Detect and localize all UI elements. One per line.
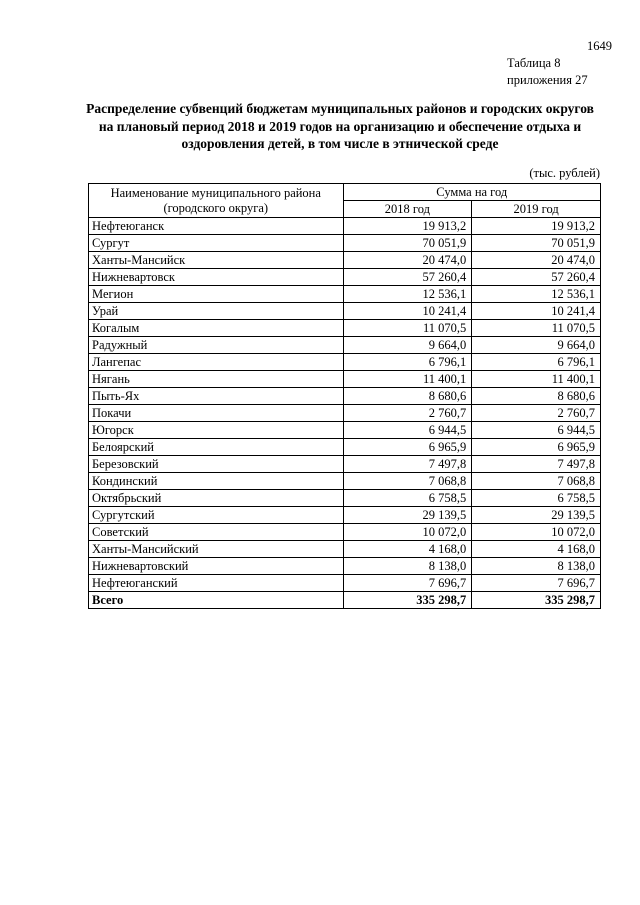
amount-2018-cell: 4 168,0: [343, 541, 472, 558]
table-header-row: [89, 184, 601, 201]
table-row: [89, 473, 601, 490]
amount-2018-cell: 6 965,9: [343, 439, 472, 456]
municipality-name-cell: Нижневартовский: [89, 558, 344, 575]
amount-2018-cell: 7 696,7: [343, 575, 472, 592]
table-row: [89, 456, 601, 473]
amount-2019-cell: 2 760,7: [472, 405, 601, 422]
municipality-name-cell: Когалым: [89, 320, 344, 337]
table-row: [89, 507, 601, 524]
document-header: [507, 38, 612, 89]
municipality-name-cell: Октябрьский: [89, 490, 344, 507]
amount-2018-cell: 10 072,0: [343, 524, 472, 541]
amount-2018-cell: 10 241,4: [343, 303, 472, 320]
amount-2018-cell: 20 474,0: [343, 252, 472, 269]
municipality-name-cell: Сургутский: [89, 507, 344, 524]
column-header-2018: 2018 год: [343, 201, 472, 218]
municipality-name-cell: Мегион: [89, 286, 344, 303]
table-row: [89, 320, 601, 337]
municipality-name-cell: Березовский: [89, 456, 344, 473]
municipality-name-cell: Нягань: [89, 371, 344, 388]
table-row: [89, 337, 601, 354]
amount-2018-cell: 29 139,5: [343, 507, 472, 524]
amount-2019-cell: 6 965,9: [472, 439, 601, 456]
page-number: 1649: [587, 39, 612, 53]
amount-2019-cell: 9 664,0: [472, 337, 601, 354]
amount-2019-cell: 11 070,5: [472, 320, 601, 337]
amount-2018-cell: 6 944,5: [343, 422, 472, 439]
amount-2019-cell: 57 260,4: [472, 269, 601, 286]
column-header-2019: 2019 год: [472, 201, 601, 218]
table-row: [89, 388, 601, 405]
amount-2019-cell: 7 497,8: [472, 456, 601, 473]
amount-2019-cell: 10 241,4: [472, 303, 601, 320]
amount-2019-cell: 29 139,5: [472, 507, 601, 524]
amount-2019-cell: 6 758,5: [472, 490, 601, 507]
amount-2019-cell: 6 944,5: [472, 422, 601, 439]
table-body: [89, 218, 601, 609]
amount-2018-cell: 7 068,8: [343, 473, 472, 490]
table-row: [89, 269, 601, 286]
amount-2018-cell: 8 680,6: [343, 388, 472, 405]
amount-2019-cell: 70 051,9: [472, 235, 601, 252]
table-row: [89, 235, 601, 252]
amount-2019-cell: 10 072,0: [472, 524, 601, 541]
amount-2019-cell: 19 913,2: [472, 218, 601, 235]
municipality-name-cell: Кондинский: [89, 473, 344, 490]
table-row: [89, 218, 601, 235]
table-row: [89, 354, 601, 371]
amount-2019-cell: 7 068,8: [472, 473, 601, 490]
amount-2018-cell: 6 758,5: [343, 490, 472, 507]
municipality-name-cell: Югорск: [89, 422, 344, 439]
amount-2019-cell: 8 138,0: [472, 558, 601, 575]
amount-2018-cell: 11 070,5: [343, 320, 472, 337]
table-row: [89, 490, 601, 507]
amount-2018-cell: 70 051,9: [343, 235, 472, 252]
amount-2019-cell: 11 400,1: [472, 371, 601, 388]
amount-2019-cell: 4 168,0: [472, 541, 601, 558]
table-row: [89, 524, 601, 541]
table-total-row: [89, 592, 601, 609]
municipality-name-cell: Радужный: [89, 337, 344, 354]
table-row: [89, 286, 601, 303]
municipality-name-cell: Пыть-Ях: [89, 388, 344, 405]
municipality-name-cell: Лангепас: [89, 354, 344, 371]
table-label: Таблица 8: [507, 56, 561, 70]
municipality-name-cell: Нижневартовск: [89, 269, 344, 286]
amount-2018-cell: 8 138,0: [343, 558, 472, 575]
amount-2019-cell: 6 796,1: [472, 354, 601, 371]
municipality-name-cell: Советский: [89, 524, 344, 541]
amount-2018-cell: 57 260,4: [343, 269, 472, 286]
amount-2019-cell: 8 680,6: [472, 388, 601, 405]
amount-2018-cell: 9 664,0: [343, 337, 472, 354]
amount-2019-cell: 12 536,1: [472, 286, 601, 303]
municipality-name-cell: Покачи: [89, 405, 344, 422]
amount-2018-cell: 12 536,1: [343, 286, 472, 303]
units-label: (тыс. рублей): [529, 166, 600, 180]
table-row: [89, 405, 601, 422]
municipality-name-cell: Ханты-Мансийский: [89, 541, 344, 558]
amount-2019-cell: 20 474,0: [472, 252, 601, 269]
amount-2019-cell: 335 298,7: [472, 592, 601, 609]
municipality-name-cell: Белоярский: [89, 439, 344, 456]
amount-2018-cell: 2 760,7: [343, 405, 472, 422]
table-row: [89, 575, 601, 592]
table-row: [89, 558, 601, 575]
municipality-name-cell: Ханты-Мансийск: [89, 252, 344, 269]
municipality-name-cell: Всего: [89, 592, 344, 609]
table-row: [89, 303, 601, 320]
amount-2019-cell: 7 696,7: [472, 575, 601, 592]
table-row: [89, 541, 601, 558]
amount-2018-cell: 335 298,7: [343, 592, 472, 609]
column-header-sum: Сумма на год: [343, 184, 600, 201]
table-row: [89, 252, 601, 269]
amount-2018-cell: 11 400,1: [343, 371, 472, 388]
column-header-name: Наименование муниципального района (городского округа): [89, 184, 344, 218]
table-row: [89, 439, 601, 456]
amount-2018-cell: 6 796,1: [343, 354, 472, 371]
amount-2018-cell: 19 913,2: [343, 218, 472, 235]
amount-2018-cell: 7 497,8: [343, 456, 472, 473]
municipality-name-cell: Урай: [89, 303, 344, 320]
appendix-label: приложения 27: [507, 73, 588, 87]
municipality-name-cell: Нефтеюганск: [89, 218, 344, 235]
municipality-name-cell: Нефтеюганский: [89, 575, 344, 592]
distribution-table: [88, 183, 601, 609]
table-row: [89, 422, 601, 439]
municipality-name-cell: Сургут: [89, 235, 344, 252]
table-row: [89, 371, 601, 388]
document-title: Распределение субвенций бюджетам муниципальных районов и городских округов на плановый период 2018 и 2019 годов на организацию и обеспечение отдыха и оздоровления детей, в том числе в этнической среде: [86, 101, 594, 151]
